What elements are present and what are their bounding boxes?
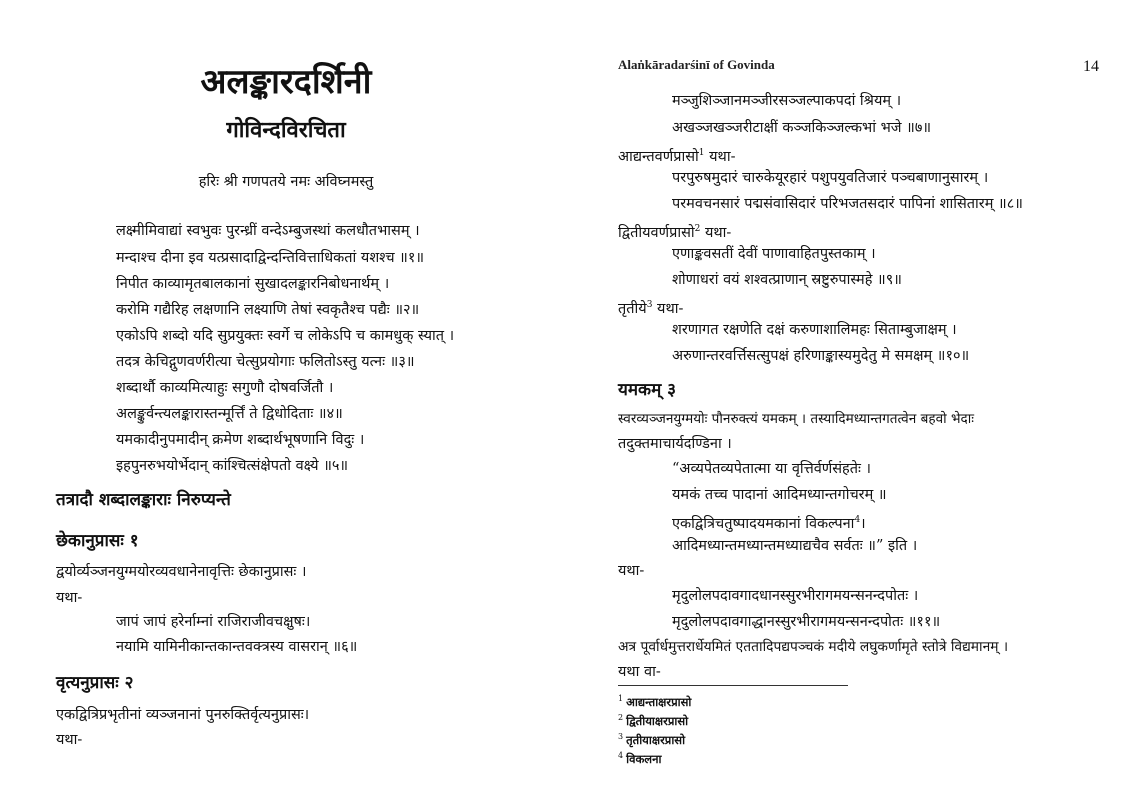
verse-line: इहपुनरुभयोर्भेदान् कांश्चित्संक्षेपतो वक्ष्ये ॥५॥ [116, 458, 349, 474]
quote-line: “अव्यपेतव्यपेतात्मा या वृत्तिर्वर्णसंहतेः । [672, 461, 872, 477]
footnote: $^2$ द्वितीयाक्षरप्रासो [618, 713, 689, 728]
verse-line: एणाङ्कवसतीं देवीं पाणावाहितपुस्तकाम् । [672, 246, 876, 262]
example-line: मृदुलोलपदावगाद्धानस्सुरभीरागमयन्सनन्दपोतः ॥११॥ [672, 614, 941, 630]
verse-line: मन्दाश्च दीना इव यत्प्रसादाद्विन्दन्तिवित्ताधिकतां यशश्च ॥१॥ [116, 250, 425, 266]
verse-line: अलङ्कुर्वन्त्यलङ्कारास्तन्मूर्त्तिं ते द्विधोदिताः ॥४॥ [116, 406, 343, 422]
footnote-rule [618, 685, 848, 686]
example-line: मृदुलोलपदावगादधानस्सुरभीरागमयन्सनन्दपोतः । [672, 588, 919, 604]
footnote-mark: 1 [698, 148, 705, 158]
verse-line: निपीत काव्यामृतबालकानां सुखादलङ्कारनिबोधनार्थम् । [116, 276, 390, 292]
page-number: 14 [1083, 58, 1099, 75]
verse-line: अखञ्जखञ्जरीटाक्षीं कञ्जकिञ्जल्कभां भजे ॥७॥ [672, 120, 932, 136]
page-title: अलङ्कारदर्शिनी [200, 62, 372, 102]
right-page [572, 0, 1145, 809]
verse-line: यमकादीनुपमादीन् क्रमेण शब्दार्थभूषणानि विदुः । [116, 432, 365, 448]
verse-line: एकोऽपि शब्दो यदि सुप्रयुक्तः स्वर्गे च लोकेऽपि च कामधुक् स्यात् । [116, 328, 455, 344]
verse-line: परमवचनसारं पद्मसंवासिदारं परिभजतसदारं पापिनां शासितारम् ॥८॥ [672, 196, 1023, 212]
page-subtitle: गोविन्दविरचिता [226, 117, 346, 143]
quote-line: यमकं तच्च पादानां आदिमध्यान्तगोचरम् ॥ [672, 487, 887, 503]
yamaka-definition: स्वरव्यञ्जनयुग्मयोः पौनरुक्त्यं यमकम् । तस्यादिमध्यान्तगतत्वेन बहवो भेदाः [618, 411, 975, 427]
subtype-label: तृतीये$^3$ यथा- [618, 300, 684, 317]
commentary-line: अत्र पूर्वार्धमुत्तरार्धेयमितं एततादिपद्यपञ्चकं मदीये लघुकर्णामृते स्तोत्रे विद्यमानम् । [618, 639, 1009, 655]
verse-line: शरणागत रक्षणेति दक्षं करुणाशालिमहः सिताम्बुजाक्षम् । [672, 322, 957, 338]
footnote-mark: 2 [694, 224, 701, 234]
verse-line: अरुणान्तरवर्त्तिसत्सुपक्षं हरिणाङ्कास्यमुदेतु मे समक्षम् ॥१०॥ [672, 348, 970, 364]
yatha-label: यथा- [56, 590, 83, 606]
chekanuprasa-definition: द्वयोर्व्यञ्जनयुग्मयोरव्यवधानेनावृत्तिः छेकानुप्रासः । [56, 564, 307, 580]
example-line: नयामि यामिनीकान्तकान्तवक्त्रस्य वासरान् ॥६॥ [116, 639, 358, 655]
yamaka-heading: यमकम् ३ [618, 380, 677, 400]
verse-line: मञ्जुशिञ्जानमञ्जीरसञ्जल्पाकपदां श्रियम् । [672, 93, 902, 109]
quote-line: आदिमध्यान्तमध्यान्तमध्याद्यचैव सर्वतः ॥” इति । [672, 538, 918, 554]
section-heading: तत्रादौ शब्दालङ्काराः निरुप्यन्ते [56, 490, 231, 510]
footnote: $^1$ आद्यन्ताक्षरप्रासो [618, 694, 692, 709]
verse-line: शोणाधरां वयं शश्वत्प्राणान् स्रष्टुरुपास्महे ॥९॥ [672, 272, 902, 288]
example-line: जापं जापं हरेर्नाम्नां राजिराजीवचक्षुषः। [116, 614, 311, 630]
yatha-label: यथा- [618, 563, 645, 579]
vrttyanuprasa-definition: एकद्वित्रिप्रभृतीनां व्यञ्जनानां पुनरुक्तिर्वृत्यनुप्रासः। [56, 707, 310, 723]
footnote: $^4$ विकलना [618, 751, 662, 766]
chekanuprasa-heading: छेकानुप्रासः १ [56, 531, 139, 551]
verse-line: शब्दार्थौ काव्यमित्याहुः सगुणौ दोषवर्जितौ । [116, 380, 334, 396]
left-page [0, 0, 572, 809]
verse-line: लक्ष्मीमिवाद्यां स्वभुवः पुरन्ध्रीं वन्देऽम्बुजस्थां कलधौतभासम् । [116, 223, 420, 239]
verse-line: परपुरुषमुदारं चारुकेयूरहारं पशुपयुवतिजारं पञ्चबाणानुसारम् । [672, 170, 989, 186]
yamaka-definition: तदुक्तमाचार्यदण्डिना । [618, 436, 732, 452]
subtype-label: आद्यन्तवर्णप्रासो$^1$ यथा- [618, 148, 736, 165]
footnote-mark: 3 [646, 300, 653, 310]
commentary-line: यथा वा- [618, 664, 661, 680]
verse-line: तदत्र केचिद्गुणवर्णरीत्या चेत्सुप्रयोगाः फलितोऽस्तु यत्नः ॥३॥ [116, 354, 415, 370]
subtype-label: द्वितीयवर्णप्रासो$^2$ यथा- [618, 224, 732, 241]
quote-line: एकद्वित्रिचतुष्पादयमकानां विकल्पना$^4$। [672, 515, 866, 532]
yatha-label: यथा- [56, 732, 83, 748]
footnote: $^3$ तृतीयाक्षरप्रासो [618, 732, 686, 747]
verse-line: करोमि गद्यैरिह लक्षणानि लक्ष्याणि तेषां स्वकृतैश्च पद्यैः ॥२॥ [116, 302, 420, 318]
running-header: Alaṅkāradarśinī of Govinda [618, 57, 775, 72]
invocation: हरिः श्री गणपतये नमः अविघ्नमस्तु [198, 174, 374, 190]
footnote-mark: 4 [854, 515, 861, 525]
vrttyanuprasa-heading: वृत्यनुप्रासः २ [56, 673, 134, 693]
